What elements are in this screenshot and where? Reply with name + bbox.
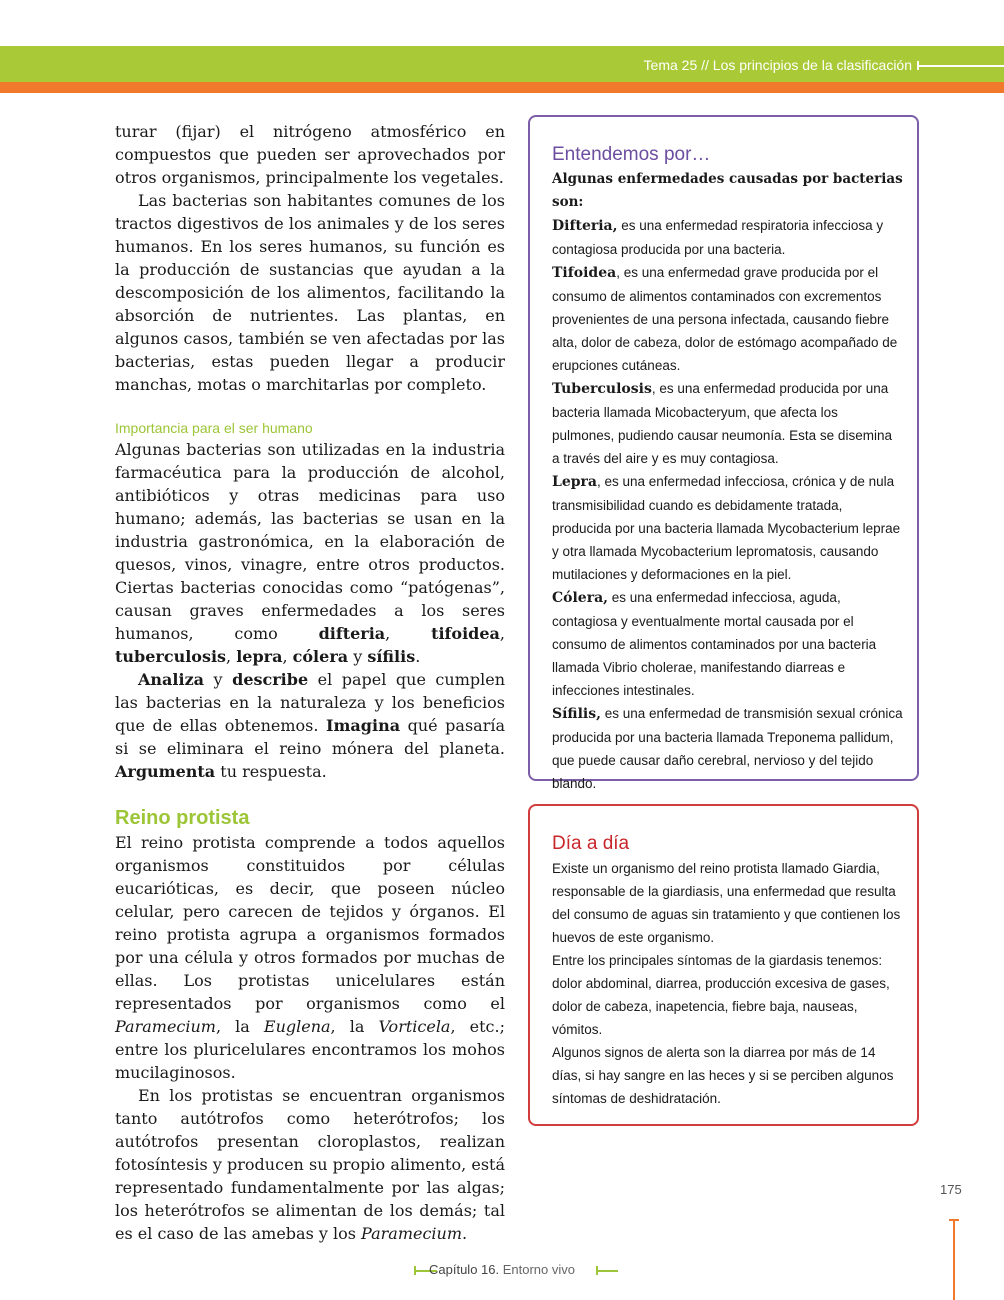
- footer-rule-tick: [596, 1266, 598, 1275]
- paragraph: Algunos signos de alerta son la diarrea por más de 14 días, si hay sangre en las heces y si se perciben algunos síntomas de deshidratación.: [552, 1045, 894, 1106]
- dia-a-dia-body: [552, 857, 903, 1110]
- section-title: Reino protista: [115, 807, 250, 829]
- disease-item: Tuberculosis, es una enfermedad producida por una bacteria llamada Micobacteryum, que afecta los pulmones, pudiendo causar neumonía. Esta se disemina a través del aire y es muy contagiosa.: [552, 381, 892, 466]
- chapter-topic: Tema 25 // Los principios de la clasificación: [643, 57, 912, 73]
- subheading: Importancia para el ser humano: [115, 420, 313, 436]
- header-rule: [918, 65, 1004, 67]
- entendemos-lead: Algunas enfermedades causadas por bacterias son:: [552, 171, 903, 210]
- entendemos-box: [528, 115, 919, 791]
- disease-item: Lepra, es una enfermedad infecciosa, crónica y de nula transmisibilidad cuando es debidamente tratada, producida por una bacteria llamada Mycobacterium leprae y otra llamada Mycobacterium lepromatosis, causando mutilaciones y deformaciones en la piel.: [552, 474, 901, 582]
- disease-item: Cólera, es una enfermedad infecciosa, aguda, contagiosa y eventualmente mortal causada por el consumo de alimentos contaminados por una bacteria llamada Vibrio cholerae, manifestando diarreas e infecciones intestinales.: [552, 590, 877, 698]
- disease-item: Tifoidea, es una enfermedad grave producida por el consumo de alimentos contaminados con excrementos provenientes de una persona infectada, causando fiebre alta, dolor de cabeza, dolor de estómago acompañado de erupciones cutáneas.: [552, 265, 898, 373]
- chapter-name: Entorno vivo: [502, 1262, 575, 1277]
- footer-rule-right: [596, 1270, 618, 1272]
- page-number: 175: [940, 1182, 962, 1197]
- entendemos-title: Entendemos por…: [552, 144, 711, 165]
- header-rule-tick: [917, 61, 919, 70]
- dia-a-dia-box: [528, 804, 919, 1126]
- paragraph: turar (fijar) el nitrógeno atmosférico en compuestos que pueden ser aprovechados por otros organismos, principalmente los vegetales.: [115, 122, 505, 187]
- side-rule: [953, 1220, 955, 1300]
- paragraph: En los protistas se encuentran organismos tanto autótrofos como heterótrofos; los autótrofos presentan cloroplastos, realizan fotosíntesis y producen su propio alimento, está representado fundamentalmente por las algas; los heterótrofos se alimentan de los demás; tal es el caso de las amebas y los Paramecium.: [115, 1086, 505, 1243]
- paragraph: Las bacterias son habitantes comunes de los tractos digestivos de los animales y de los seres humanos. En los seres humanos, su función es la producción de sustancias que ayudan a la descomposición de los alimentos, facilitando la absorción de nutrientes. Las plantas, en algunos casos, también se ven afectadas por las bacterias, estas pueden llegar a producir manchas, motas o marchitarlas por completo.: [115, 191, 505, 394]
- disease-item: Difteria, es una enfermedad respiratoria infecciosa y contagiosa producida por una bacteria.: [552, 218, 884, 257]
- header-accent-band: [0, 82, 1004, 93]
- paragraph: Entre los principales síntomas de la giardasis tenemos: dolor abdominal, diarrea, producción excesiva de gases, dolor de cabeza, inapetencia, fiebre baja, nauseas, vómitos.: [552, 953, 890, 1037]
- activity-paragraph: Analiza y describe el papel que cumplen las bacterias en la naturaleza y los beneficios que de ellas obtenemos. Imagina qué pasaría si se eliminara el reino mónera del planeta. Argumenta tu respuesta.: [115, 670, 506, 781]
- footer-chapter: [0, 1262, 1004, 1278]
- paragraph: El reino protista comprende a todos aquellos organismos constituidos por células eucarióticas, es decir, que poseen núcleo celular, pero carecen de tejidos y órganos. El reino protista agrupa a organismos formados por una célula y otros formados por muchas de ellas. Los protistas unicelulares están representados por organismos como el Paramecium, la Euglena, la Vorticela, etc.; entre los pluricelulares encontramos los mohos mucilaginosos.: [115, 833, 505, 1082]
- paragraph: Existe un organismo del reino protista llamado Giardia, responsable de la giardiasis, una enfermedad que resulta del consumo de aguas sin tratamiento y que contienen los huevos de este organismo.: [552, 861, 901, 945]
- disease-item: Sífilis, es una enfermedad de transmisión sexual crónica producida por una bacteria llamada Treponema pallidum, que puede causar daño cerebral, nervioso y del tejido blando.: [552, 706, 903, 791]
- dia-a-dia-title: Día a día: [552, 833, 630, 854]
- entendemos-body: [552, 168, 903, 795]
- paragraph: Algunas bacterias son utilizadas en la industria farmacéutica para la producción de alcohol, antibióticos y otras medicinas para uso humano; además, las bacterias se usan en la industria gastronómica, en la elaboración de quesos, vinos, vinagre, entre otros productos. Ciertas bacterias conocidas como “patógenas”, causan graves enfermedades a los seres humanos, como difteria, tifoidea, tuberculosis, lepra, cólera y sífilis.: [115, 440, 506, 666]
- main-text-column: [115, 120, 505, 1245]
- chapter-label: Capítulo 16.: [429, 1262, 500, 1277]
